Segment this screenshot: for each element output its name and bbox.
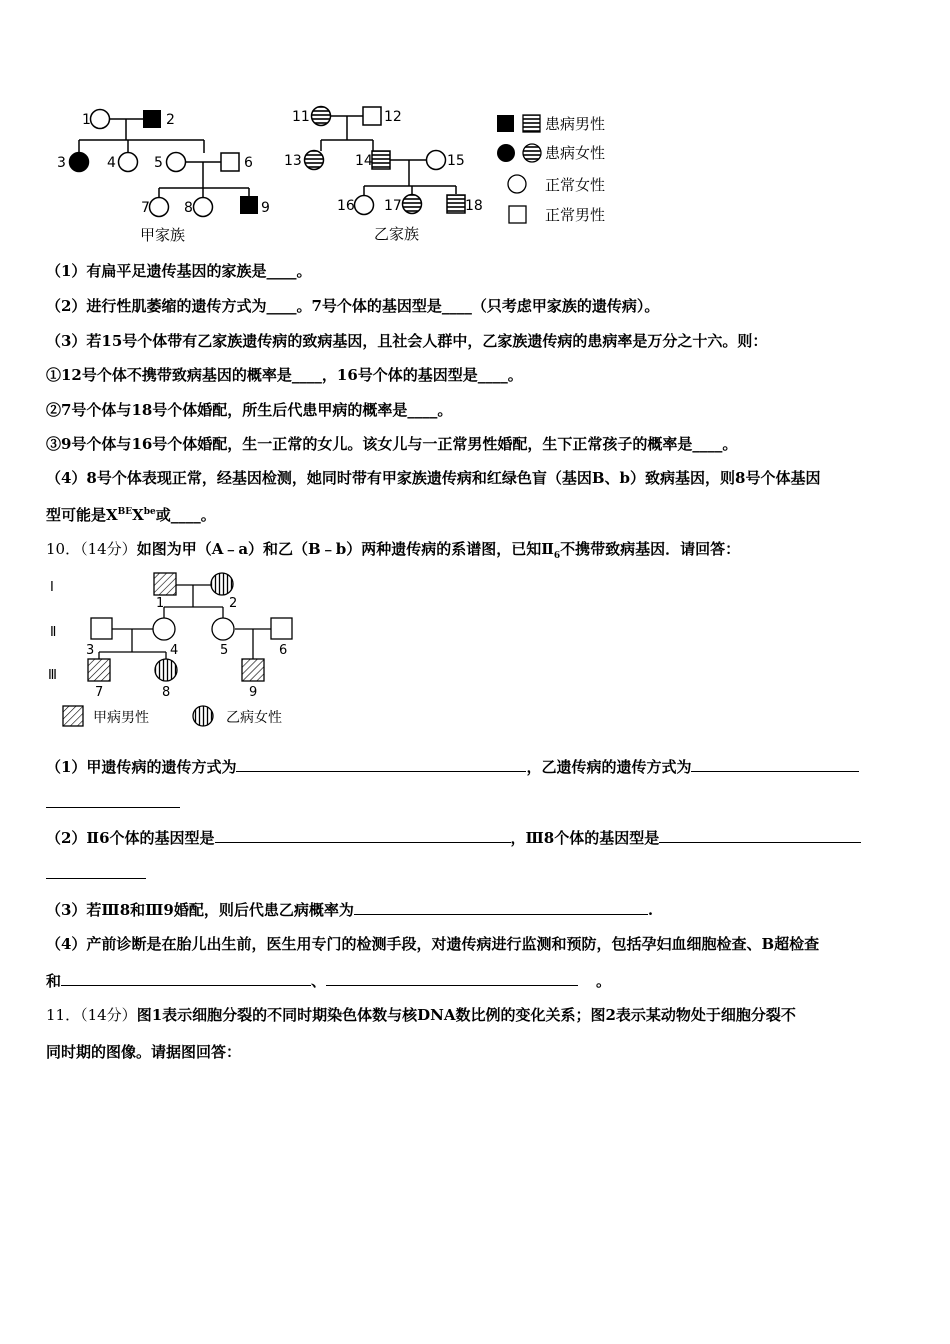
q9-part3-c: ③9号个体与16号个体婚配，生一正常的女儿。该女儿与一正常男性婚配，生下正常孩子的概率是____。: [46, 435, 738, 453]
legend2-affected-male-a-symbol: [63, 706, 83, 726]
pedigree2-number: 8: [162, 685, 171, 700]
pedigree-b-16-normal-female: [355, 196, 374, 215]
pedigree-b-14-affected-male: [372, 151, 390, 169]
pedigree2-number: 5: [220, 643, 229, 658]
generation-label-2: Ⅱ: [50, 625, 57, 640]
pedigree-number: 18: [465, 198, 483, 214]
q10-part1: （1）甲遗传病的遗传方式为 ，乙遗传病的遗传方式为: [46, 756, 910, 777]
pedigree-number: 11: [292, 109, 310, 125]
q9-part4-line1: （4）8号个体表现正常，经基因检测，她同时带有甲家族遗传病和红绿色盲（基因B、b）致病基因，则8号个体基因: [46, 469, 821, 487]
pedigree2-number: 3: [86, 643, 95, 658]
legend-affected-male-striped: [523, 115, 540, 132]
pedigree-a-5-normal-female: [167, 153, 186, 172]
pedigree2-number: 1: [156, 596, 165, 611]
pedigree2-II-5-normal-female: [212, 618, 234, 640]
legend-affected-female-solid: [497, 144, 515, 162]
pedigree-b-12-normal-male: [363, 107, 381, 125]
legend-normal-male-label: 正常男性: [545, 206, 606, 224]
pedigree-b-13-affected-female: [305, 151, 324, 170]
pedigree-number: 3: [57, 155, 66, 171]
q9-part3: （3）若15号个体带有乙家族遗传病的致病基因，且社会人群中，乙家族遗传病的患病率是万分之十六。则：: [46, 332, 768, 350]
pedigree-a-1-normal-female: [91, 110, 110, 129]
pedigree2-number: 7: [95, 685, 104, 700]
pedigree-number: 9: [261, 200, 270, 216]
pedigree2-II-6-normal-male: [271, 618, 292, 639]
q10-part4-line2: 和 、 。: [46, 972, 612, 990]
pedigree-a-8-normal-female: [194, 198, 213, 217]
pedigree2-II-3-normal-male: [91, 618, 112, 639]
q9-part2: （2）进行性肌萎缩的遗传方式为____。7号个体的基因型是____（只考虑甲家族的遗传病）。: [46, 297, 660, 315]
pedigree-a-7-normal-female: [150, 198, 169, 217]
pedigree-b-11-affected-female: [312, 107, 331, 126]
pedigree-number: 1: [82, 112, 91, 128]
pedigree-number: 15: [447, 153, 465, 169]
pedigree-number: 5: [154, 155, 163, 171]
q9-part4-line2: 型可能是$X^{BE}X^{be}$或____。: [46, 506, 216, 524]
pedigree2-number: 6: [279, 643, 288, 658]
legend-normal-female-label: 正常女性: [545, 176, 606, 194]
q10-part2-cont: [46, 864, 910, 883]
q10-part2: （2）Ⅱ6个体的基因型是 ，Ⅲ8个体的基因型是: [46, 827, 910, 848]
pedigree2-I-1-affected-male-a: [154, 573, 176, 595]
family-b-caption: 乙家族: [374, 225, 420, 243]
pedigree2-number: 2: [229, 596, 238, 611]
pedigree-b-15-normal-female: [427, 151, 446, 170]
pedigree-a-3-affected-female: [70, 153, 89, 172]
pedigree-number: 2: [166, 112, 175, 128]
pedigree-number: 16: [337, 198, 355, 214]
legend-normal-male-symbol: [509, 206, 526, 223]
q9-part1: （1）有扁平足遗传基因的家族是____。: [46, 262, 312, 280]
pedigree-b-18-affected-male: [447, 195, 465, 213]
q10-stem: 10．（14分）如图为甲（A﹣a）和乙（B﹣b）两种遗传病的系谱图，已知$Ⅱ_6$不携带致病基因．请回答：: [46, 540, 741, 561]
q10-part1-cont: [46, 793, 910, 812]
pedigree2-I-2-affected-female-b: [211, 573, 233, 595]
q11-stem-line2: 同时期的图像。请据图回答：: [46, 1043, 242, 1061]
legend-affected-female-striped: [523, 144, 541, 162]
pedigree-figure-2: [46, 566, 306, 736]
legend-affected-male-solid: [497, 115, 514, 132]
q11-stem-line1: 11．（14分）图1表示细胞分裂的不同时期染色体数与核DNA数比例的变化关系；图2表示某动物处于细胞分裂不: [46, 1006, 796, 1024]
legend-affected-male-label: 患病男性: [545, 115, 606, 133]
q10-part4-line1: （4）产前诊断是在胎儿出生前，医生用专门的检测手段，对遗传病进行监测和预防，包括孕妇血细胞检查、B超检查: [46, 935, 820, 953]
pedigree-b-17-affected-female: [403, 195, 422, 214]
legend2-affected-female-b-label: 乙病女性: [226, 710, 282, 726]
pedigree-number: 17: [384, 198, 402, 214]
pedigree2-number: 4: [170, 643, 179, 658]
pedigree-figure-1: [50, 98, 630, 248]
family-a-caption: 甲家族: [140, 226, 186, 244]
pedigree-a-6-normal-male: [221, 153, 239, 171]
pedigree2-III-8-affected-female-b: [155, 659, 177, 681]
legend2-affected-male-a-label: 甲病男性: [93, 710, 149, 726]
pedigree-number: 14: [355, 153, 373, 169]
pedigree2-III-7-affected-male-a: [88, 659, 110, 681]
pedigree2-II-4-normal-female: [153, 618, 175, 640]
pedigree-number: 12: [384, 109, 402, 125]
pedigree-number: 4: [107, 155, 116, 171]
pedigree-number: 7: [141, 200, 150, 216]
generation-label-1: Ⅰ: [50, 580, 54, 595]
legend-affected-female-label: 患病女性: [545, 144, 606, 162]
pedigree-number: 13: [284, 153, 302, 169]
q9-part3-b: ②7号个体与18号个体婚配，所生后代患甲病的概率是____。: [46, 401, 453, 419]
pedigree-number: 8: [184, 200, 193, 216]
legend-normal-female-symbol: [508, 175, 526, 193]
pedigree-a-9-affected-male: [240, 196, 258, 214]
pedigree2-number: 9: [249, 685, 258, 700]
pedigree2-III-9-affected-male-a: [242, 659, 264, 681]
pedigree-number: 6: [244, 155, 253, 171]
legend2-affected-female-b-symbol: [193, 706, 213, 726]
q9-part3-a: ①12号个体不携带致病基因的概率是____，16号个体的基因型是____。: [46, 366, 523, 384]
pedigree-a-2-affected-male: [143, 110, 161, 128]
q10-part3: （3）若Ⅲ8和Ⅲ9婚配，则后代患乙病概率为 .: [46, 901, 654, 919]
pedigree-a-4-normal-female: [119, 153, 138, 172]
generation-label-3: Ⅲ: [48, 668, 57, 683]
